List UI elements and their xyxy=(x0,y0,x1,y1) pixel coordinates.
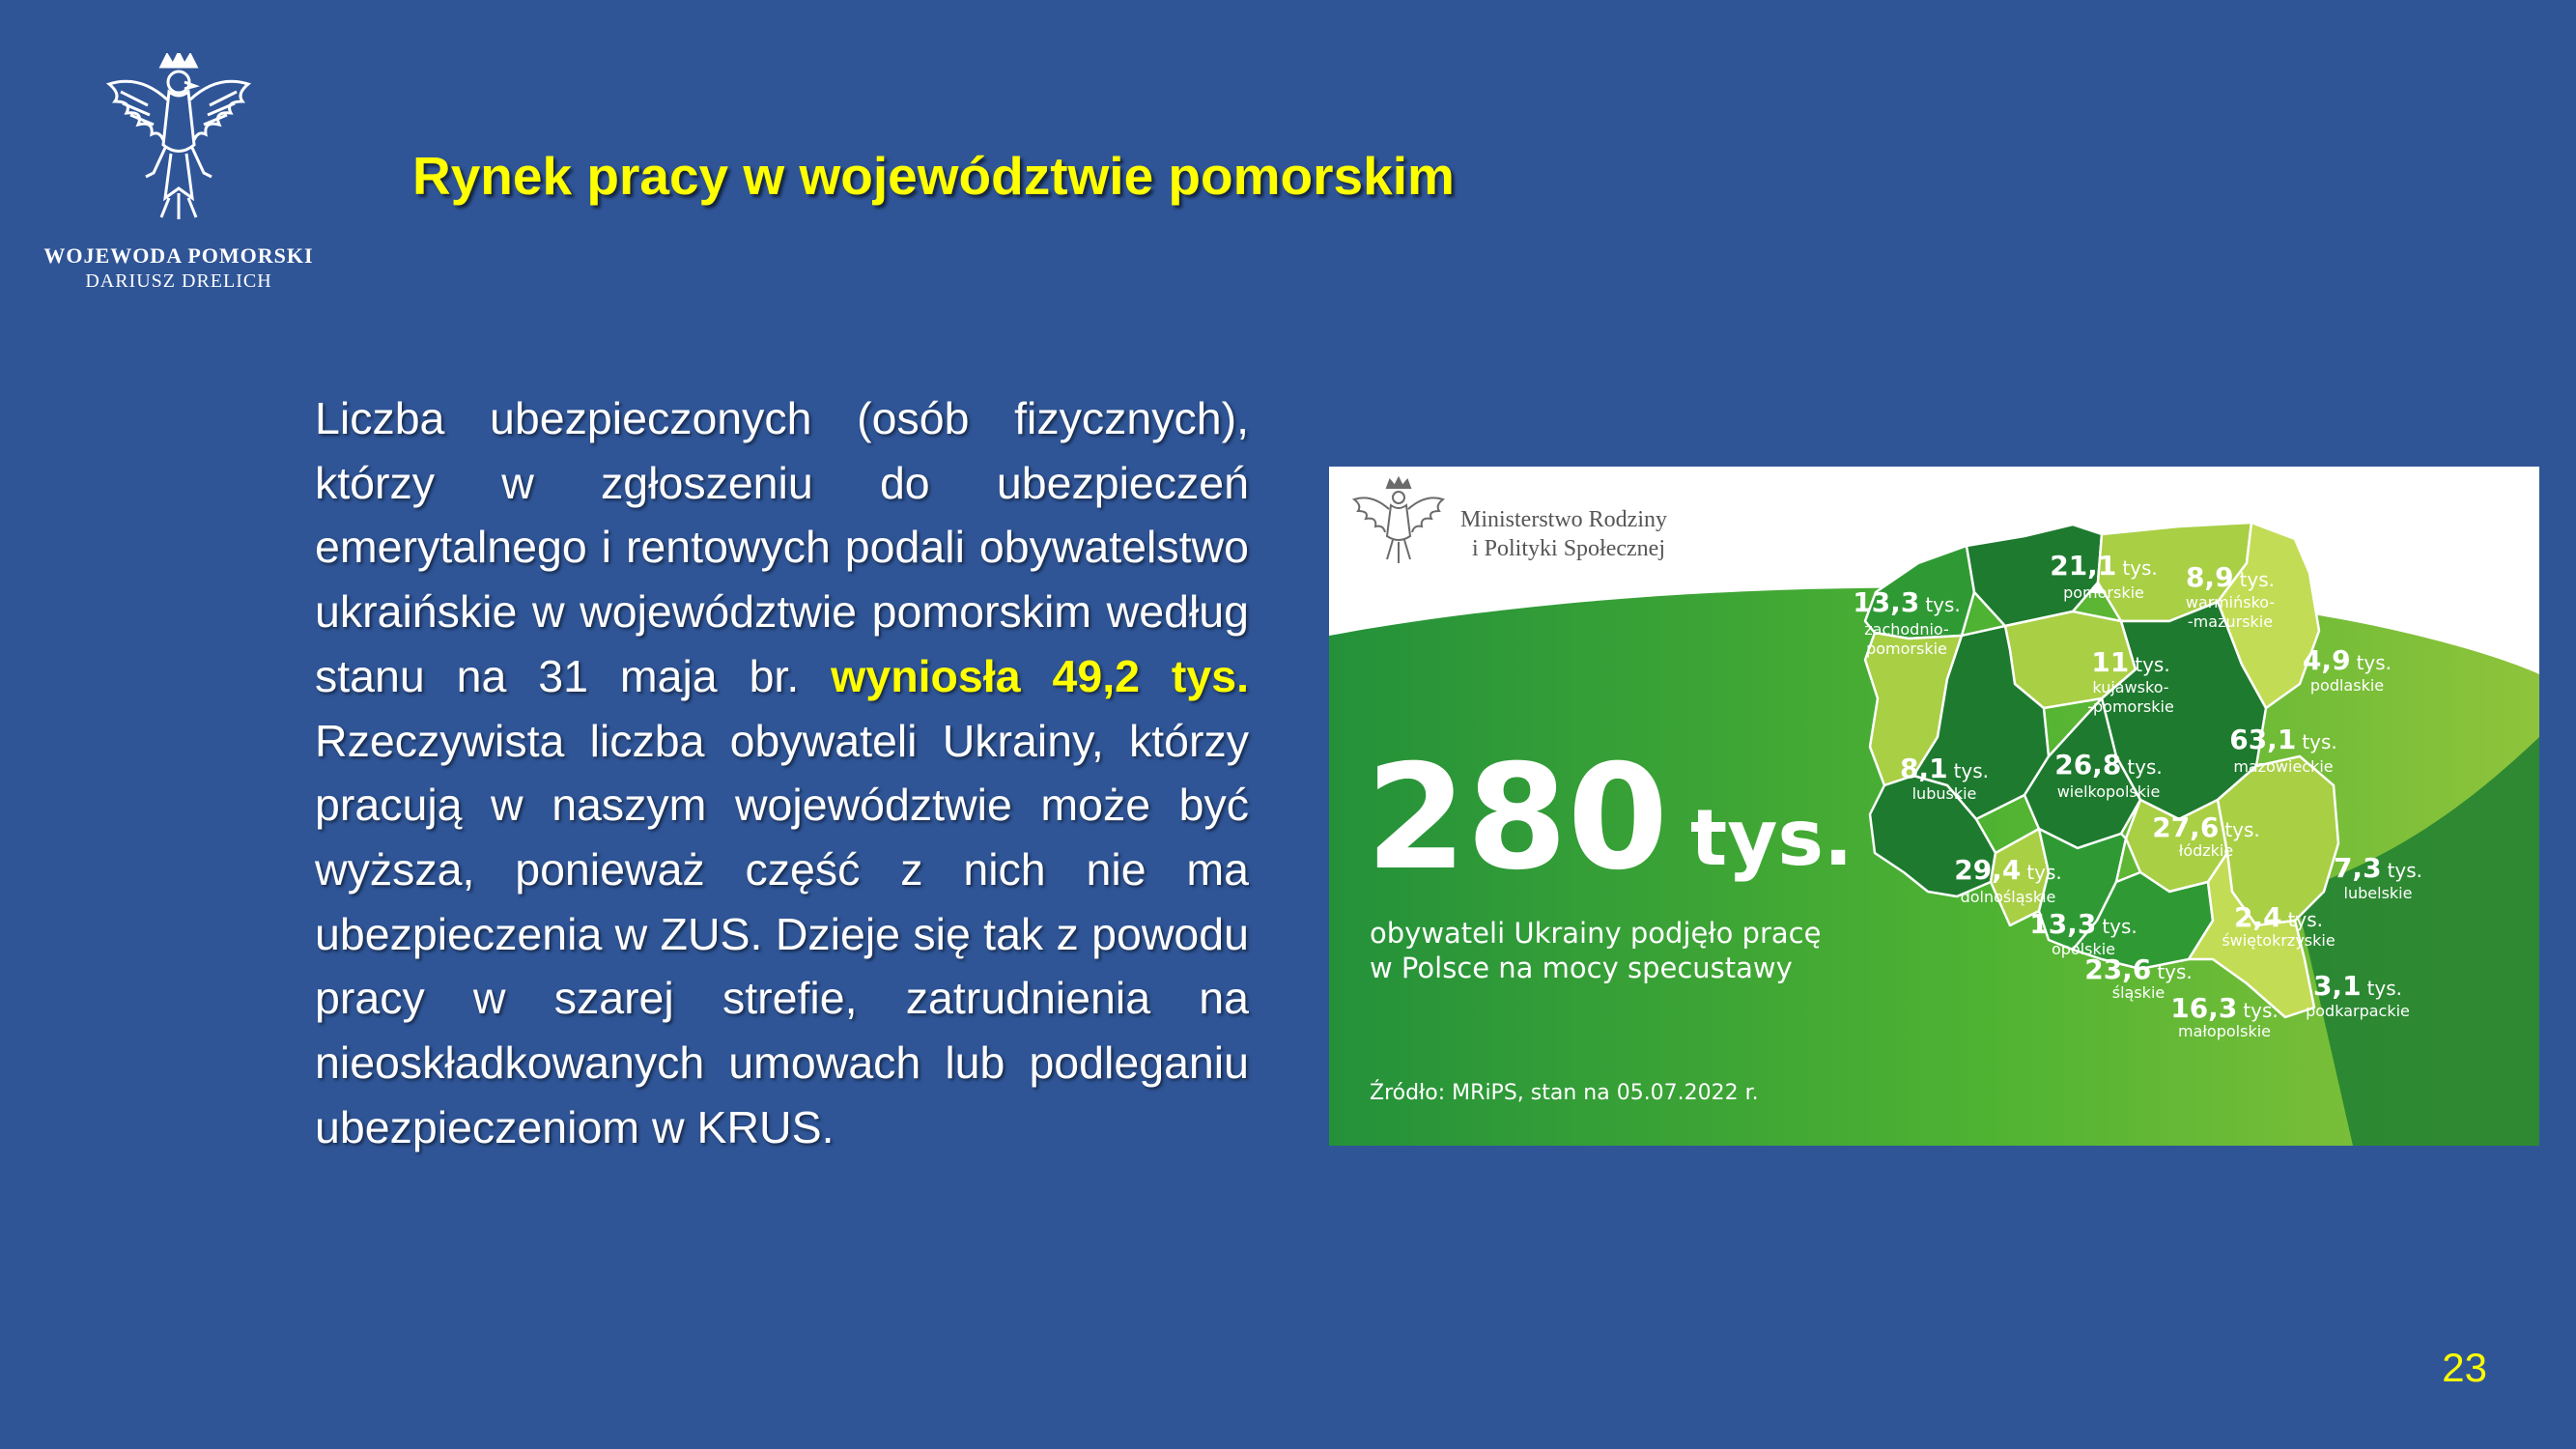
region-value: 27,6 xyxy=(2152,811,2220,843)
caption-line2: w Polsce na mocy specustawy xyxy=(1370,952,1793,984)
region-value: 23,6 xyxy=(2084,953,2152,985)
region-value: 3,1 xyxy=(2312,970,2362,1002)
region-name: lubelskie xyxy=(2343,884,2413,902)
caption-line1: obywateli Ukrainy podjęło pracę xyxy=(1370,917,1822,950)
region-unit: tys. xyxy=(2387,859,2423,882)
region-unit: tys. xyxy=(2127,755,2163,779)
region-value: 63,1 xyxy=(2229,724,2297,755)
region-unit: tys. xyxy=(2122,556,2158,580)
region-name: mazowieckie xyxy=(2233,757,2334,776)
region-unit: tys. xyxy=(1953,759,1990,782)
page-number: 23 xyxy=(2442,1345,2487,1390)
region-value: 4,9 xyxy=(2302,644,2351,676)
region-name: łódzkie xyxy=(2178,841,2234,860)
region-name: pomorskie xyxy=(1866,639,1947,658)
big-number-unit: tys. xyxy=(1690,793,1854,883)
region-value: 2,4 xyxy=(2233,901,2282,933)
region-value: 29,4 xyxy=(1954,854,2022,886)
region-name: wielkopolskie xyxy=(2056,782,2161,801)
region-value: 13,3 xyxy=(2029,908,2097,940)
logo-subtitle: DARIUSZ DRELICH xyxy=(85,270,272,292)
region-name: małopolskie xyxy=(2177,1022,2272,1040)
region-unit: tys. xyxy=(2366,977,2403,1000)
region-name: śląskie xyxy=(2111,983,2166,1002)
region-label-swietokrzyskie xyxy=(2222,901,2335,950)
region-name: zachodnio- xyxy=(1864,620,1949,639)
eagle-emblem-icon xyxy=(101,53,256,222)
body-text-highlight: wyniosła 49,2 tys. xyxy=(831,650,1249,701)
region-value: 13,3 xyxy=(1853,586,1920,618)
region-name: -pomorskie xyxy=(2087,697,2174,716)
body-text-intro: Liczba ubezpieczonych (osób fizycznych), którzy w zgłoszeniu do ubezpieczeń emerytalnego i rentowych podali obywatelstwo ukraińskie w województwie pomorskim według stanu na 31 maja br. xyxy=(315,393,1249,701)
region-label-lubuskie xyxy=(1900,753,1989,803)
region-label-malopolskie xyxy=(2170,992,2279,1040)
region-label-mazowieckie xyxy=(2229,724,2337,776)
region-label-dolnoslaskie xyxy=(1954,854,2062,906)
region-value: 8,9 xyxy=(2185,561,2234,593)
region-name: dolnośląskie xyxy=(1960,888,2056,906)
body-paragraph xyxy=(315,386,1249,1159)
ministry-name-line1: Ministerstwo Rodziny xyxy=(1460,507,1667,532)
wojewoda-logo xyxy=(39,53,319,293)
region-unit: tys. xyxy=(2243,999,2279,1022)
region-unit: tys. xyxy=(2356,651,2392,674)
region-value: 11 xyxy=(2091,646,2130,678)
region-name: opolskie xyxy=(2051,940,2116,958)
region-name: warmińsko- xyxy=(2185,593,2276,611)
infographic xyxy=(1329,467,2539,1146)
source-note: Źródło: MRiPS, stan na 05.07.2022 r. xyxy=(1370,1081,1759,1105)
region-value: 26,8 xyxy=(2054,749,2122,781)
region-unit: tys. xyxy=(2157,960,2193,983)
big-number: 280 xyxy=(1366,734,1669,902)
region-label-podlaskie xyxy=(2303,644,2392,695)
region-unit: tys. xyxy=(2224,818,2260,841)
region-name: -mazurskie xyxy=(2187,612,2274,631)
region-unit: tys. xyxy=(1925,593,1961,616)
region-value: 21,1 xyxy=(2050,550,2117,582)
region-name: świętokrzyskie xyxy=(2222,931,2335,950)
region-value: 8,1 xyxy=(1899,753,1948,784)
logo-title: WOJEWODA POMORSKI xyxy=(43,243,314,268)
region-name: podlaskie xyxy=(2309,676,2385,695)
region-label-pomorskie xyxy=(2050,550,2158,602)
region-label-podkarpackie xyxy=(2306,970,2410,1020)
body-text-rest: Rzeczywista liczba obywateli Ukrainy, którzy pracują w naszym województwie może być wyższa, ponieważ część z nich nie ma ubezpieczenia w ZUS. Dzieje się tak z powodu pracy w szarej strefie, zatrudnienia na nieoskładkowanych umowach lub podleganiu ubezpieczeniom w KRUS. xyxy=(315,715,1249,1152)
region-unit: tys. xyxy=(2302,730,2337,753)
region-label-warminsko-mazurskie xyxy=(2186,561,2275,631)
ministry-name-line2: i Polityki Społecznej xyxy=(1472,536,1665,561)
region-value: 7,3 xyxy=(2333,852,2382,884)
region-unit: tys. xyxy=(2026,861,2062,884)
region-name: lubuskie xyxy=(1911,784,1977,803)
region-label-zachodniopomorskie xyxy=(1853,586,1961,658)
region-label-wielkopolskie xyxy=(2054,749,2163,801)
region-name: pomorskie xyxy=(2063,583,2144,602)
region-name: kujawsko- xyxy=(2092,678,2169,696)
region-name: podkarpackie xyxy=(2306,1002,2410,1020)
region-value: 16,3 xyxy=(2170,992,2238,1024)
slide-title: Rynek pracy w województwie pomorskim xyxy=(412,146,1455,206)
region-label-lubelskie xyxy=(2334,852,2422,902)
region-unit: tys. xyxy=(2239,568,2276,591)
region-unit: tys. xyxy=(2287,908,2324,931)
region-unit: tys. xyxy=(2102,915,2137,938)
region-unit: tys. xyxy=(2135,653,2170,676)
